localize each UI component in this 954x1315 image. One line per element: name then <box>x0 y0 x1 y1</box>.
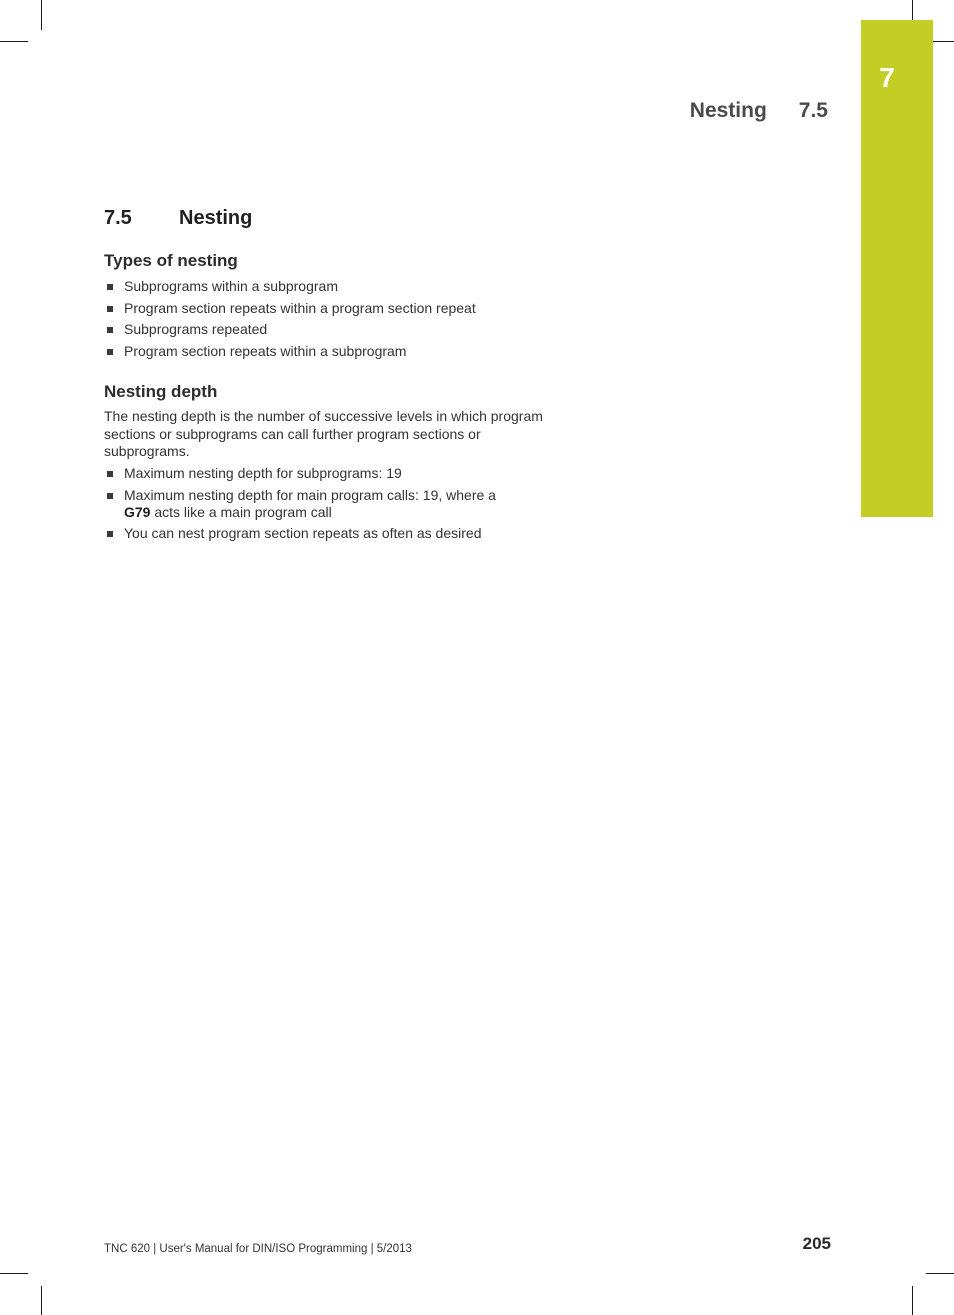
list-item-suffix: acts like a main program call <box>150 503 332 520</box>
subheading-nesting-depth: Nesting depth <box>104 382 218 401</box>
list-item: Program section repeats within a subprogram <box>104 343 549 360</box>
section-number: 7.5 <box>104 207 132 229</box>
list-item: Program section repeats within a program section repeat <box>104 300 549 317</box>
crop-mark <box>912 0 913 20</box>
subheading-types-of-nesting: Types of nesting <box>104 251 238 270</box>
nesting-depth-intro: The nesting depth is the number of successive levels in which program sections or subprograms can call further program sections or subprograms. <box>104 408 543 459</box>
running-header <box>640 96 828 126</box>
crop-mark <box>0 1273 28 1274</box>
running-header-number: 7.5 <box>798 99 828 122</box>
nesting-depth-list <box>104 465 549 547</box>
list-item: Subprograms repeated <box>104 321 549 338</box>
chapter-number: 7 <box>879 62 895 93</box>
section-title: Nesting <box>179 207 253 229</box>
page-number: 205 <box>802 1234 831 1253</box>
list-item: Maximum nesting depth for subprograms: 19 <box>104 465 549 482</box>
section-heading <box>104 204 252 232</box>
list-item: You can nest program section repeats as often as desired <box>104 525 549 542</box>
crop-mark <box>41 1286 42 1315</box>
code-g79: G79 <box>124 503 151 520</box>
crop-mark <box>926 1273 954 1274</box>
list-item-text: Maximum nesting depth for main program calls: 19, where a <box>124 486 496 503</box>
crop-mark <box>933 41 954 42</box>
types-of-nesting-list <box>104 278 549 364</box>
crop-mark <box>0 41 28 42</box>
list-item <box>104 487 549 521</box>
crop-mark <box>912 1286 913 1315</box>
list-item: Subprograms within a subprogram <box>104 278 549 295</box>
crop-mark <box>41 0 42 30</box>
running-header-title: Nesting <box>689 99 767 122</box>
footer-text: TNC 620 | User's Manual for DIN/ISO Programming | 5/2013 <box>104 1243 412 1255</box>
